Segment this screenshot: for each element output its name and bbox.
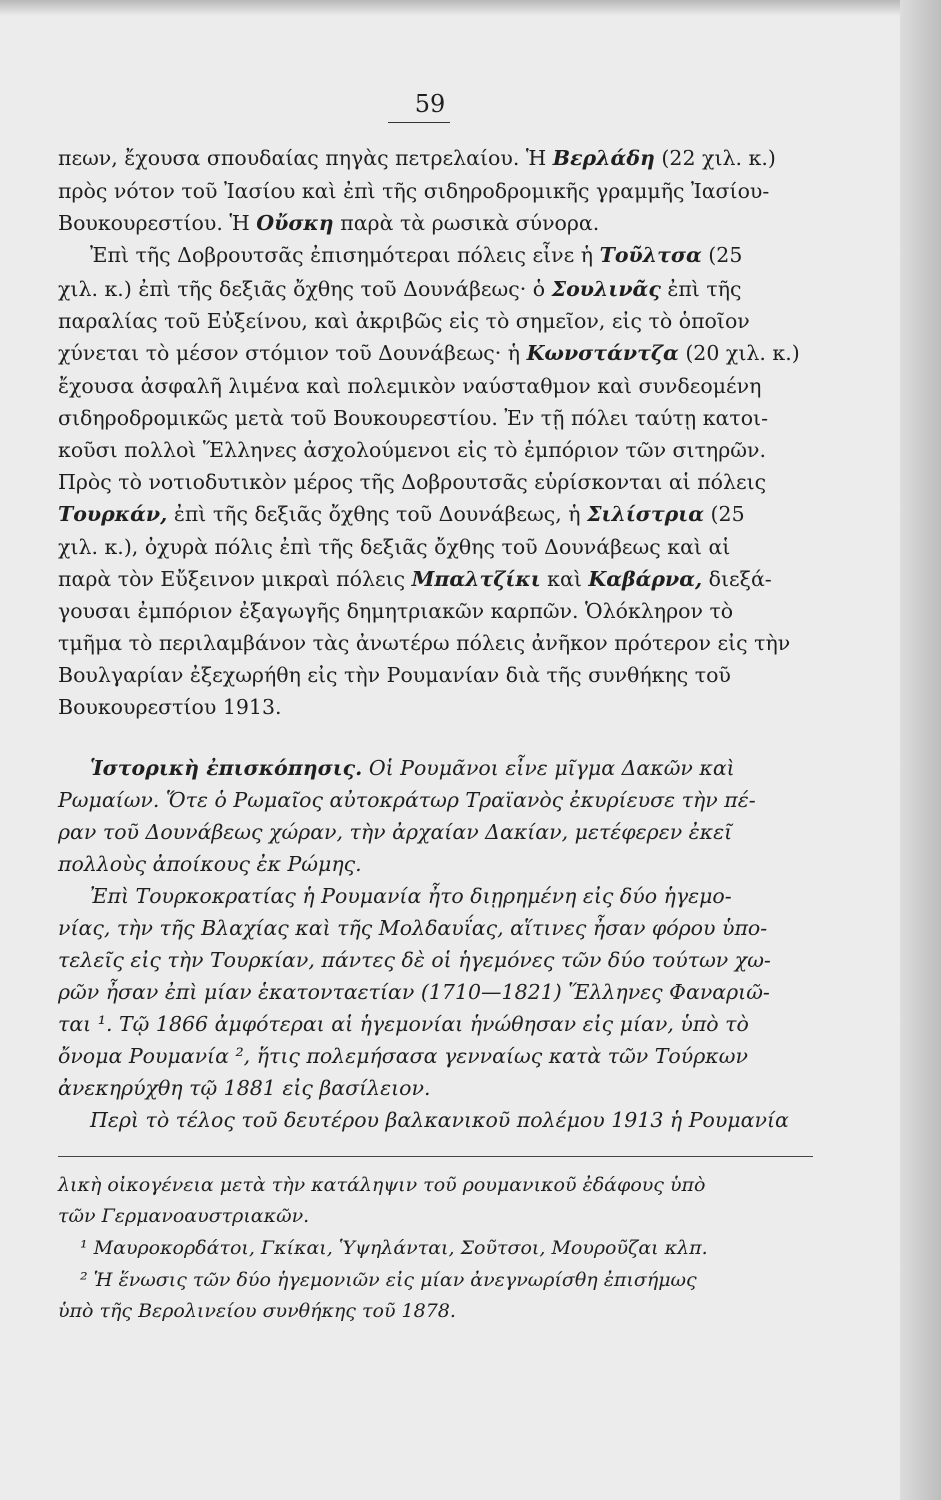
text-line: Περὶ τὸ τέλος τοῦ δευτέρου βαλκανικοῦ πολέμου 1913 ἡ Ρουμανία [90, 1108, 789, 1132]
text-line: νίας, τὴν τῆς Βλαχίας καὶ τῆς Μολδαυΐας, αἵτινες ἦσαν φόρου ὑπο- [58, 916, 768, 940]
text-line: χιλ. κ.) ἐπὶ τῆς δεξιᾶς ὄχθης τοῦ Δουνάβεως· ὁ Σουλινᾶς ἐπὶ τῆς [58, 277, 742, 301]
footnote-2: ² Ἡ ἕνωσις τῶν δύο ἡγεμονιῶν εἰς μίαν ἀνεγνωρίσθη ἐπισήμως [80, 1269, 697, 1291]
text-line: Πρὸς τὸ νοτιοδυτικὸν μέρος τῆς Δοβρουτσᾶς εὑρίσκονται αἱ πόλεις [58, 470, 767, 494]
footnote-1: ¹ Μαυροκορδάτοι, Γκίκαι, Ὑψηλάνται, Σοῦτσοι, Μουροῦζαι κλπ. [80, 1237, 708, 1259]
text-line: Ρωμαίων. Ὅτε ὁ Ρωμαῖος αὐτοκράτωρ Τραϊανὸς ἐκυρίευσε τὴν πέ- [58, 788, 756, 812]
text-line: πολλοὺς ἀποίκους ἐκ Ρώμης. [58, 852, 362, 876]
text-line: Βουκουρεστίου. Ἡ Οὔσκη παρὰ τὰ ρωσικὰ σύνορα. [58, 211, 600, 235]
text-line: παρὰ τὸν Εὔξεινον μικραὶ πόλεις Μπαλτζίκι καὶ Καβάρνα, διεξά- [58, 567, 772, 591]
place-name: Μπαλτζίκι [411, 567, 541, 591]
text-line: χύνεται τὸ μέσον στόμιον τοῦ Δουνάβεως· ἡ Κωνστάντζα (20 χιλ. κ.) [58, 341, 800, 365]
page-top-edge [0, 0, 941, 16]
text-line: πρὸς νότον τοῦ Ἰασίου καὶ ἐπὶ τῆς σιδηροδρομικῆς γραμμῆς Ἰασίου- [58, 179, 770, 203]
page-number-rule [388, 122, 450, 123]
text-line: τμῆμα τὸ περιλαμβάνον τὰς ἀνωτέρω πόλεις ἀνῆκον πρότερον εἰς τὴν [58, 631, 791, 655]
text-line: ται ¹. Τῷ 1866 ἀμφότεραι αἱ ἡγεμονίαι ἡνώθησαν εἰς μίαν, ὑπὸ τὸ [58, 1012, 749, 1036]
text-line: χιλ. κ.), ὀχυρὰ πόλις ἐπὶ τῆς δεξιᾶς ὄχθης τοῦ Δουνάβεως καὶ αἱ [58, 535, 731, 559]
text-line: κοῦσι πολλοὶ Ἕλληνες ἀσχολούμενοι εἰς τὸ ἐμπόριον τῶν σιτηρῶν. [58, 438, 766, 462]
text-line: Βουκουρεστίου 1913. [58, 695, 282, 719]
page-gutter-shadow [900, 0, 941, 1500]
place-name: Τουρκάν, [58, 502, 168, 526]
footnote-separator [58, 1156, 813, 1157]
place-name: Καβάρνα, [588, 567, 703, 591]
place-name: Κωνστάντζα [526, 341, 679, 365]
text-line: Ἐπὶ Τουρκοκρατίας ἡ Ρουμανία ἦτο διῃρημένη εἰς δύο ἡγεμο- [90, 884, 732, 908]
text-line: Τουρκάν, ἐπὶ τῆς δεξιᾶς ὄχθης τοῦ Δουνάβεως, ἡ Σιλίστρια (25 [58, 502, 745, 526]
text-line: ἀνεκηρύχθη τῷ 1881 εἰς βασίλειον. [58, 1076, 431, 1100]
place-name: Τοῦλτσα [599, 243, 702, 267]
text-line: ρῶν ἦσαν ἐπὶ μίαν ἑκατονταετίαν (1710—1821) Ἕλληνες Φαναριῶ- [58, 980, 770, 1004]
text-line: παραλίας τοῦ Εὐξείνου, καὶ ἀκριβῶς εἰς τὸ σημεῖον, εἰς τὸ ὁποῖον [58, 309, 750, 333]
text-line: Ἐπὶ τῆς Δοβρουτσᾶς ἐπισημότεραι πόλεις εἶνε ἡ Τοῦλτσα (25 [90, 243, 743, 267]
footnote-line: τῶν Γερμανοαυστριακῶν. [58, 1205, 310, 1227]
place-name: Βερλάδη [552, 146, 655, 170]
text-line: σιδηροδρομικῶς μετὰ τοῦ Βουκουρεστίου. Ἐν τῇ πόλει ταύτῃ κατοι- [58, 406, 769, 430]
text-line: γουσαι ἐμπόριον ἐξαγωγῆς δημητριακῶν καρπῶν. Ὁλόκληρον τὸ [58, 599, 734, 623]
place-name: Οὔσκη [256, 211, 334, 235]
place-name: Σιλίστρια [587, 502, 705, 526]
text-line: ὄνομα Ρουμανία ², ἥτις πολεμήσασα γενναίως κατὰ τῶν Τούρκων [58, 1044, 748, 1068]
text-line: Βουλγαρίαν ἐξεχωρήθη εἰς τὴν Ρουμανίαν διὰ τῆς συνθήκης τοῦ [58, 663, 731, 687]
section-heading: Ἱστορικὴ ἐπισκόπησις. [90, 756, 363, 780]
text-line: Ἱστορικὴ ἐπισκόπησις. Οἱ Ρουμᾶνοι εἶνε μῖγμα Δακῶν καὶ [90, 756, 735, 780]
footnote-line: ὑπὸ τῆς Βερολινείου συνθήκης τοῦ 1878. [58, 1300, 456, 1322]
text-line: ραν τοῦ Δουνάβεως χώραν, τὴν ἀρχαίαν Δακίαν, μετέφερεν ἐκεῖ [58, 820, 733, 844]
text-line: τελεῖς εἰς τὴν Τουρκίαν, πάντες δὲ οἱ ἡγεμόνες τῶν δύο τούτων χω- [58, 948, 771, 972]
footnote-line: λικὴ οἰκογένεια μετὰ τὴν κατάληψιν τοῦ ρουμανικοῦ ἐδάφους ὑπὸ [58, 1174, 706, 1196]
page-number: 59 [414, 90, 446, 118]
text-line: ἔχουσα ἀσφαλῆ λιμένα καὶ πολεμικὸν ναύσταθμον καὶ συνδεομένη [58, 374, 762, 398]
text-line: πεων, ἔχουσα σπουδαίας πηγὰς πετρελαίου. Ἡ Βερλάδη (22 χιλ. κ.) [58, 146, 776, 170]
place-name: Σουλινᾶς [551, 277, 661, 301]
